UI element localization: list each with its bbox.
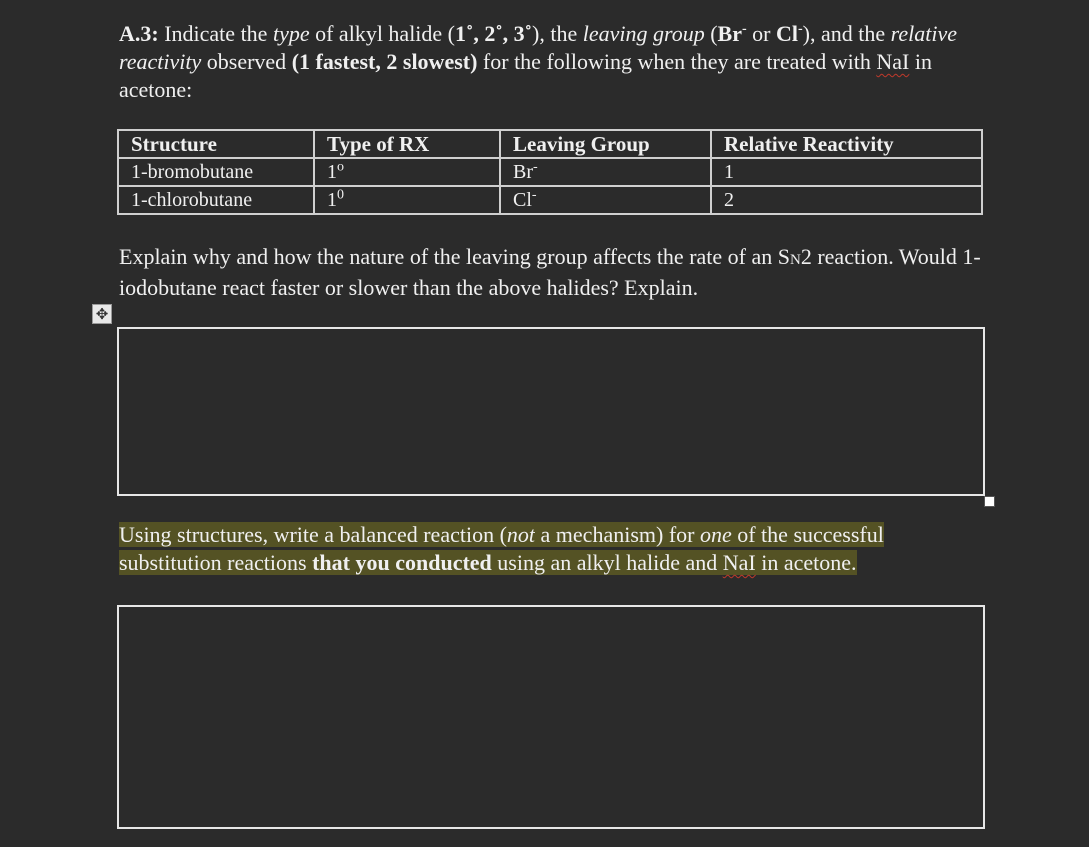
question-paragraph: Explain why and how the nature of the leaving group affects the rate of an SN2 reaction. Would 1-iodobutane react faster or slower than the above halides? Explain. [119, 244, 981, 300]
cell-type[interactable]: $1^0$ [314, 186, 500, 214]
table-row [118, 158, 982, 186]
header-structure: Structure [118, 130, 314, 158]
table-row [118, 186, 982, 214]
cell-reactivity[interactable]: 2 [711, 186, 982, 214]
cell-reactivity[interactable]: 1 [711, 158, 982, 186]
cell-leaving-group[interactable]: Br- [500, 158, 711, 186]
nai-text: NaI [722, 550, 756, 575]
cell-structure[interactable]: 1-chlorobutane [118, 186, 314, 214]
instruction-paragraph: Using structures, write a balanced reaction (not a mechanism) for one of the successful substitution reactions that you conducted using an alkyl halide and NaI in acetone. [119, 522, 884, 575]
move-arrows-icon[interactable]: ✥ [92, 304, 112, 324]
part-label: A.3: [119, 21, 159, 46]
header-leaving-group: Leaving Group [500, 130, 711, 158]
table-header-row [118, 130, 982, 158]
answer-box-reaction[interactable] [117, 605, 985, 829]
header-type-of-rx: Type of RX [314, 130, 500, 158]
resize-handle-icon[interactable] [984, 496, 995, 507]
cell-type[interactable]: 1$^o$ [314, 158, 500, 186]
reactivity-table [117, 129, 983, 215]
header-relative-reactivity: Relative Reactivity [711, 130, 982, 158]
intro-paragraph: A.3: Indicate the type of alkyl halide (1˚, 2˚, 3˚), the leaving group (Br- or Cl-), and the relative reactivity observed (1 fastest, 2 slowest) for the following when they are treated with NaI in acetone: [119, 21, 958, 102]
cell-leaving-group[interactable]: Cl- [500, 186, 711, 214]
answer-box-explanation[interactable] [117, 327, 985, 496]
nai-text: NaI [876, 49, 910, 74]
cell-structure[interactable]: 1-bromobutane [118, 158, 314, 186]
